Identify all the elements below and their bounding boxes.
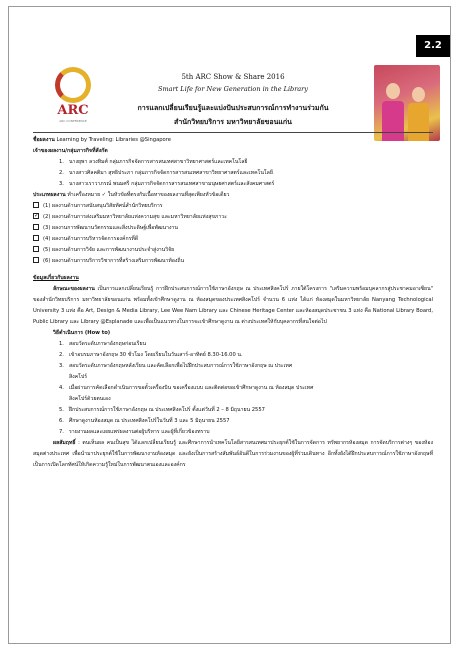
owner-number: 3. [59,181,64,187]
document-title: การแลกเปลี่ยนเรียนรู้และแบ่งปันประสบการณ์การทำงานร่วมกัน [137,104,329,112]
type-option [33,223,433,234]
step-text: สอบวัดระดับภาษาอังกฤษหลังเรียน และคัดเลือกเพื่อไปฝึกประสบการณ์การใช้ภาษาอังกฤษ ณ ประเทศ [69,363,293,369]
work-name-label: ชื่อผลงาน [33,137,55,143]
owner-number: 2. [59,170,64,176]
step-item [33,416,433,427]
step-text: เมื่อผ่านการคัดเลือกดำเนินการขอตั๋วเครื่องบิน ขอเครื่องแบบ และติดต่อขอเข้าศึกษาดูงาน ณ ห้องสมุด ประเทศ [69,385,314,391]
owner-list [33,157,433,190]
type-option [33,201,433,212]
type-line [33,190,433,201]
owner-number: 1. [59,159,64,165]
arc-logo-subtext: ARC CONFERENCE [59,119,87,123]
features-text: เป็นการแลกเปลี่ยนเรียนรู้ การฝึกประสบการณ์การใช้ภาษาอังกฤษ ณ ประเทศสิงคโปร์ ภายใต้โครงการ "เสริมความพร้อมบุคลากรสู่ประชาคมอาเซียน" ของสำนักวิทยบริการ มหาวิทยาลัยขอนแก่น พร้อมทั้งเข้าศึกษาดูงาน ณ ห้องสมุดของประเทศสิงคโปร์ จำนวน 6 แห่ง ได้แก่ ห้องสมุดในมหาวิทยาลัย Nanyang Technological University 3 แห่ง คือ Art, Design & Media Library, Lee Wee Nam Library และ Chinese Heritage Center และห้องสมุดประชาชน 3 แห่ง คือ National Library Board, Public Library และ Library @Esplanade และเพื่อเป็นแนวทางในการจะเข้าศึกษาดูงาน ณ ต่างประเทศให้กับบุคลากรที่สนใจต่อไป [33,286,433,325]
type-option [33,234,433,245]
document-body [33,132,433,471]
step-text: รายงานผลและเผยแพร่ผลงานต่อผู้บริหาร และผู้ที่เกี่ยวข้องทราบ [69,429,210,435]
type-option-text: (4) ผลงานด้านการบริหารจัดการองค์กรที่ดี [43,236,139,242]
step-item [33,361,433,372]
type-option-text: (6) ผลงานด้านการบริการวิชาการที่สร้างเสริมการพัฒนาท้องถิ่น [43,258,185,264]
result-text: : ตนเห็นผล คนเป็นสุข ได้แลกเปลี่ยนเรียนรู้ และศึกษาการนำเทคโนโลยีสารสนเทศมาประยุกต์ใช้ในการจัดการ ทรัพยากรห้องสมุด การจัดบริการต่างๆ ของห้องสมุดต่างประเทศ เพื่อนำมาประยุกต์ใช้ในการพัฒนางานห้องสมุด และยังเป็นการสร้างสัมพันธ์อันดีในการร่วมงานของผู้ที่ร่วมเดินทาง อีกทั้งยังได้ฝึกประสบการณ์การใช้ภาษาอังกฤษที่เป็นการเปิดโลกทัศน์ให้เกิดความรู้ใหม่ในการพัฒนาตนเองและองค์กร [33,440,434,468]
features-label: ลักษณะของผลงาน [53,286,95,292]
checkbox-icon [33,235,39,241]
event-title: 5th ARC Show & Share 2016 [181,73,285,81]
type-label: ประเภทผลงาน [33,192,66,198]
owner-item [33,179,433,190]
step-text: เข้าอบรมภาษาอังกฤษ 30 ชั่วโมง โดยเรียนในวันเสาร์-อาทิตย์ 8.30-16.00 น. [69,352,243,358]
owner-item [33,157,433,168]
checkbox-icon [33,257,39,263]
work-name-line [33,135,433,146]
step-number: 1. [59,341,64,347]
checkbox-icon [33,246,39,252]
step-number: 6. [59,418,64,424]
header-divider [33,132,433,133]
work-name-value: Learning by Traveling: Libraries @Singapore [56,137,171,143]
owner-text: นางยุพา ลวงทิมศ์ กลุ่มภารกิจจัดการสารสนเทศสาขาวิทยาศาสตร์และเทคโนโลยี [69,159,248,165]
page-number-badge: 2.2 [416,35,450,57]
step-item [33,383,433,394]
type-option [33,212,433,223]
step-item [33,350,433,361]
type-option-text: (1) ผลงานด้านการสนับสนุนวิสัยทัศน์สำนักวิทยบริการ [43,203,163,209]
type-option-text: (3) ผลงานการพัฒนานวัตกรรมและสิ่งประดิษฐ์เพื่อพัฒนางาน [43,225,178,231]
type-checklist [33,201,433,267]
arc-logo-emblem-icon [55,67,91,103]
type-option [33,256,433,267]
checked-box-icon: ✓ [34,212,40,219]
step-number: 7. [59,429,64,435]
step-continuation: สิงคโปร์ [69,374,88,380]
features-paragraph [33,284,433,328]
step-list [33,339,433,438]
staff-photo [374,65,440,141]
step-continuation: สิงคโปร์ด้วยตนเอง [69,396,111,402]
organization-name: สำนักวิทยบริการ มหาวิทยาลัยขอนแก่น [174,118,292,126]
howto-label: วิธีดำเนินการ (How to) [53,330,111,336]
result-paragraph [33,438,433,471]
arc-logo-text: ARC [57,103,89,118]
type-option [33,245,433,256]
step-number: 2. [59,352,64,358]
owner-label: เจ้าของผลงาน/กลุ่มภารกิจที่สังกัด [33,148,108,154]
document-page [8,6,451,644]
summary-label: ข้อมูลเกี่ยวกับผลงาน [33,275,79,281]
checkbox-icon [33,202,39,208]
owner-text: นางสาวศิลคติมา สุทธิประภา กลุ่มภารกิจจัดการสารสนเทศสาขาวิทยาศาสตร์และเทคโนโลยี [69,170,273,176]
owner-text: นางสาวเราวาภรณ์ พนมศรี กลุ่มภารกิจจัดการสารสนเทศสาขามนุษยศาสตร์และสังคมศาสตร์ [69,181,275,187]
step-text: ศึกษาดูงานห้องสมุด ณ ประเทศสิงคโปร์ในวันที่ 3 และ 5 มิถุนายน 2557 [69,418,230,424]
step-item [33,339,433,350]
type-instruction: ทำเครื่องหมาย ✓ ในหัวข้อที่ตรงกับเนื้อหาของผลงานที่สุดเพียงหัวข้อเดียว [67,192,230,198]
owner-item [33,168,433,179]
event-theme: Smart Life for New Generation in the Library [158,85,308,93]
arc-logo [37,67,109,127]
type-option-text: (2) ผลงานด้านการส่งเสริมมหาวิทยาลัยแห่งความสุข และมหาวิทยาลัยแห่งสุขภาวะ [43,214,227,220]
step-item [33,405,433,416]
step-text: ฝึกประสบการณ์การใช้ภาษาอังกฤษ ณ ประเทศสิงคโปร์ ตั้งแต่วันที่ 2 – 8 มิถุนายน 2557 [69,407,265,413]
step-text: สอบวัดระดับภาษาอังกฤษก่อนเรียน [69,341,147,347]
step-number: 3. [59,363,64,369]
step-item [33,427,433,438]
result-label: ผลสัมฤทธิ์ [53,440,76,446]
step-number: 5. [59,407,64,413]
step-number: 4. [59,385,64,391]
checkbox-icon [33,224,39,230]
type-option-text: (5) ผลงานด้านการวิจัย และการพัฒนางานประจำสู่งานวิจัย [43,247,175,253]
